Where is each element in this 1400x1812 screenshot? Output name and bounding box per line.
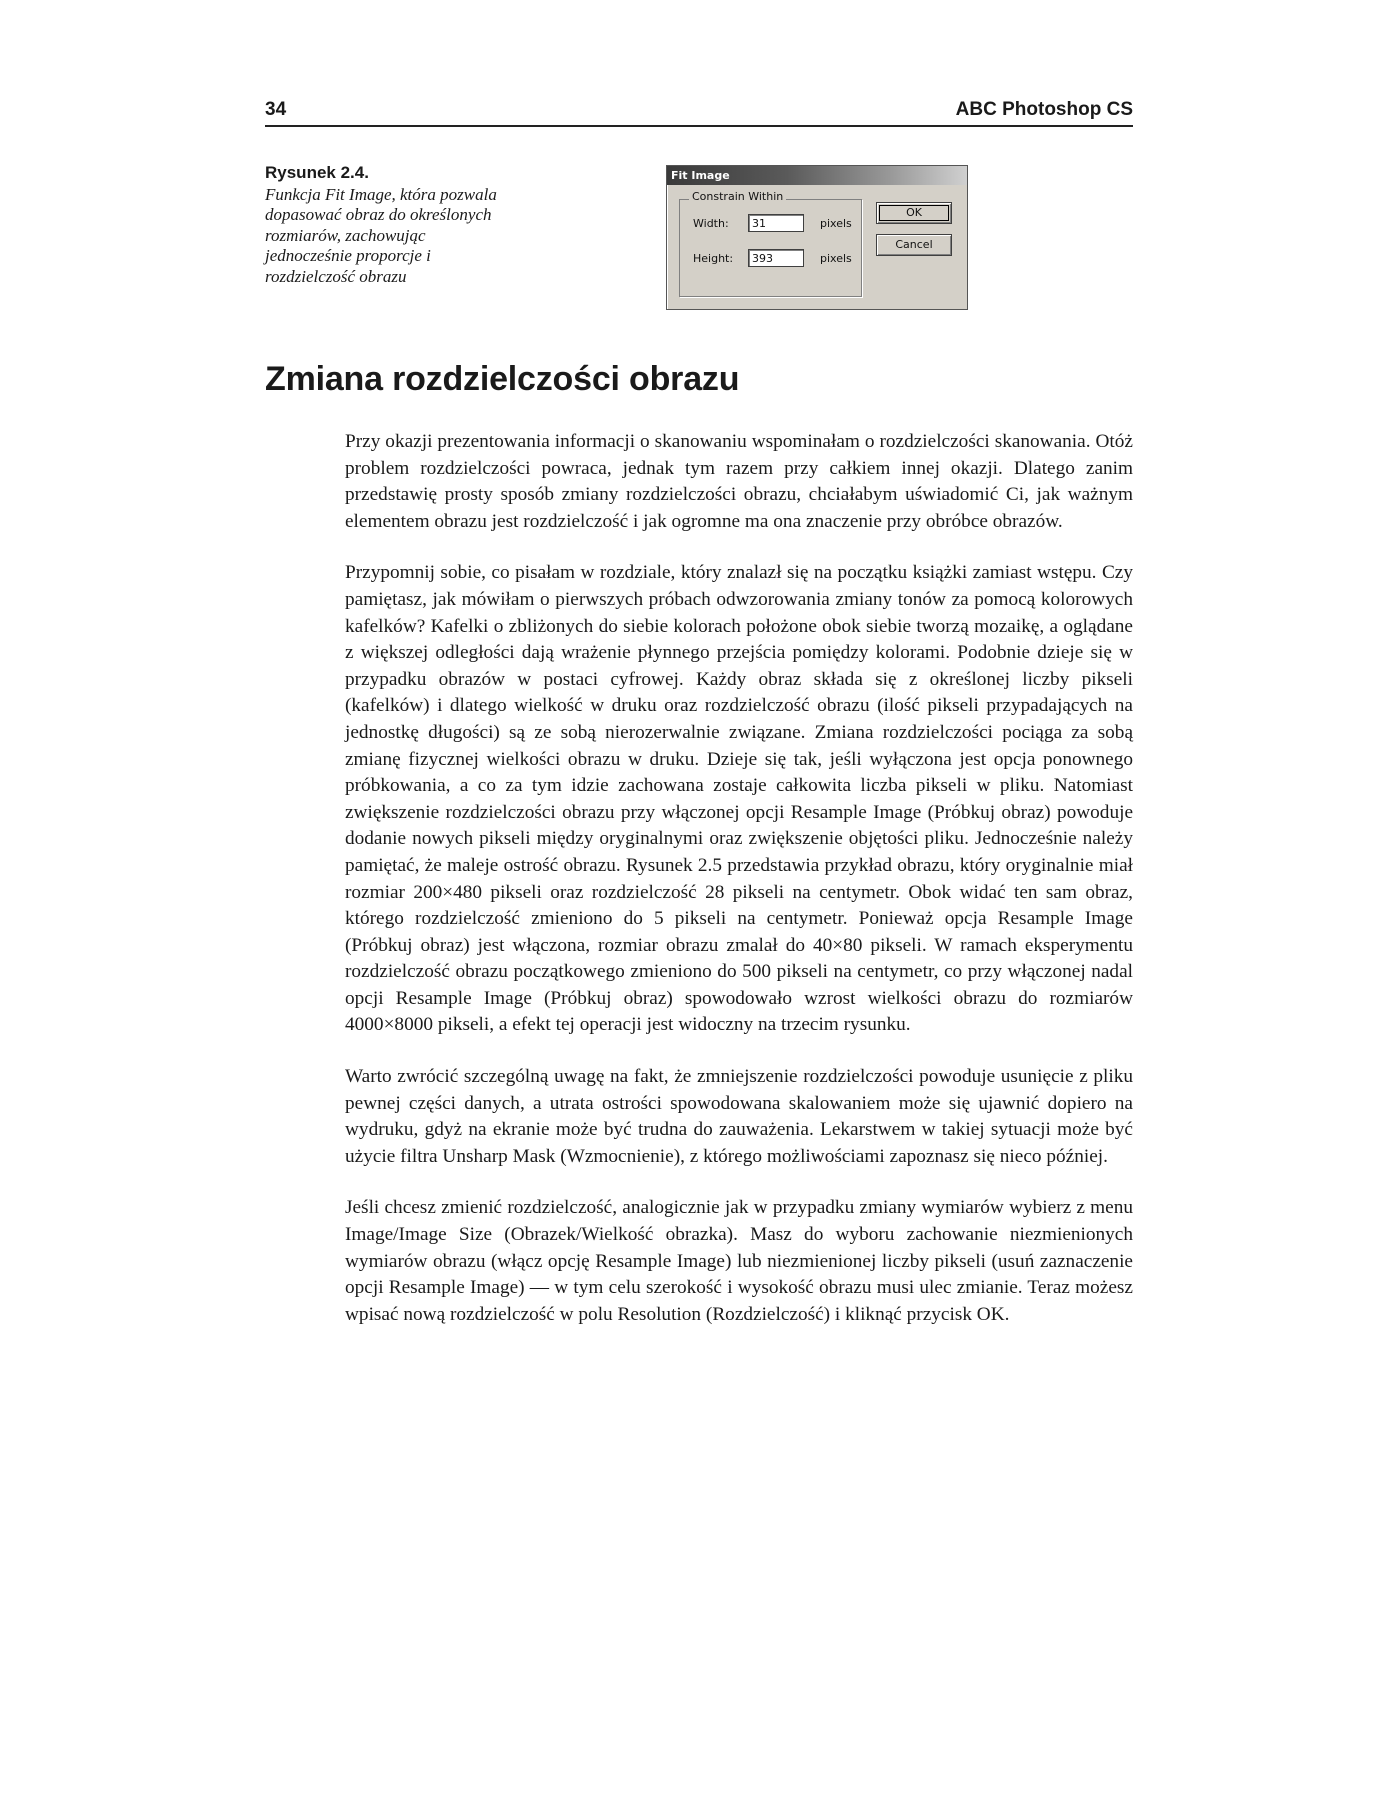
height-input[interactable]: 393 — [748, 249, 804, 267]
fit-image-dialog — [666, 165, 968, 310]
ok-button[interactable]: OK — [876, 202, 952, 224]
figure-caption — [265, 163, 510, 287]
body-text — [345, 429, 1133, 1353]
dialog-title-bar[interactable]: Fit Image — [667, 166, 967, 185]
height-unit-label: pixels — [820, 252, 852, 265]
figure-label: Rysunek 2.4. — [265, 163, 369, 182]
page-header — [265, 97, 1133, 127]
width-unit-label: pixels — [820, 217, 852, 230]
paragraph: Przy okazji prezentowania informacji o skanowaniu wspominałam o rozdzielczości skanowania. Otóż problem rozdzielczości powraca, jednak tym razem przy całkiem innej okazji. Dlatego zanim przedstawię prosty sposób zmiany rozdzielczości obrazu, chciałabym uświadomić Ci, jak ważnym elementem obrazu jest rozdzielczość i jak ogromne ma ona znaczenie przy obróbce obrazów. — [345, 431, 1133, 532]
height-label: Height: — [693, 252, 734, 265]
paragraph: Warto zwrócić szczególną uwagę na fakt, że zmniejszenie rozdzielczości powoduje usunięcie z pliku pewnej części danych, a utrata ostrości spowodowana skalowaniem może się ujawnić dopiero na wydruku, gdyż na ekranie może być trudna do zauważenia. Lekarstwem w takiej sytuacji może być użycie filtra Unsharp Mask (Wzmocnienie), z którego możliwościami zapoznasz się nieco później. — [345, 1066, 1133, 1167]
paragraph: Przypomnij sobie, co pisałam w rozdziale, który znalazł się na początku książki zamiast wstępu. Czy pamiętasz, jak mówiłam o pierwszych próbach odwzorowania zmiany tonów za pomocą kolorowych kafelków? Kafelki o zbliżonych do siebie kolorach położone obok siebie tworzą mozaikę, a oglądane z większej odległości dają wrażenie płynnego przejścia pomiędzy kolorami. Podobnie dzieje się w przypadku obrazów w postaci cyfrowej. Każdy obraz składa się z określonej liczby pikseli (kafelków) i dlatego wielkość w druku oraz rozdzielczość obrazu (ilość pikseli przypadających na jednostkę długości) są ze sobą nierozerwalnie związane. Zmiana rozdzielczości pociąga za sobą zmianę fizycznej wielkości obrazu w druku. Dzieje się tak, jeśli wyłączona jest opcja ponownego próbkowania, a co za tym idzie zachowana zostaje całkowita liczba pikseli w pliku. Natomiast zwiększenie rozdzielczości obrazu przy włączonej opcji Resample Image (Próbkuj obraz) powoduje dodanie nowych pikseli między oryginalnymi oraz zwiększenie objętości pliku. Jednocześnie należy pamiętać, że maleje ostrość obrazu. Rysunek 2.5 przedstawia przykład obrazu, który oryginalnie miał rozmiar 200×480 pikseli oraz rozdzielczość 28 pikseli na centymetr. Obok widać ten sam obraz, którego rozdzielczość zmieniono do 5 pikseli na centymetr. Ponieważ opcja Resample Image (Próbkuj obraz) jest włączona, rozmiar obrazu zmalał do 40×80 pikseli. W ramach eksperymentu rozdzielczość obrazu początkowego zmieniono do 500 pikseli na centymetr, co przy włączonej nadal opcji Resample Image (Próbkuj obraz) spowodowało wzrost wielkości obrazu do rozmiarów 4000×8000 pikseli, a efekt tej operacji jest widoczny na trzecim rysunku. — [345, 562, 1133, 1036]
page-number: 34 — [265, 99, 287, 120]
cancel-button[interactable]: Cancel — [876, 234, 952, 256]
constrain-within-label: Constrain Within — [689, 190, 786, 203]
section-title: Zmiana rozdzielczości obrazu — [265, 360, 740, 398]
figure-description: Funkcja Fit Image, która pozwala dopasować obraz do określonych rozmiarów, zachowując jednocześnie proporcje i rozdzielczość obrazu — [265, 184, 497, 286]
paragraph: Jeśli chcesz zmienić rozdzielczość, analogicznie jak w przypadku zmiany wymiarów wybierz z menu Image/Image Size (Obrazek/Wielkość obrazka). Masz do wyboru zachowanie niezmienionych wymiarów obrazu (włącz opcję Resample Image) lub niezmienionej liczby pikseli (usuń zaznaczenie opcji Resample Image) — w tym celu szerokość i wysokość obrazu musi ulec zmianie. Teraz możesz wpisać nową rozdzielczość w polu Resolution (Rozdzielczość) i kliknąć przycisk OK. — [345, 1197, 1133, 1325]
width-label: Width: — [693, 217, 729, 230]
width-input[interactable]: 31 — [748, 214, 804, 232]
running-title: ABC Photoshop CS — [955, 99, 1133, 120]
